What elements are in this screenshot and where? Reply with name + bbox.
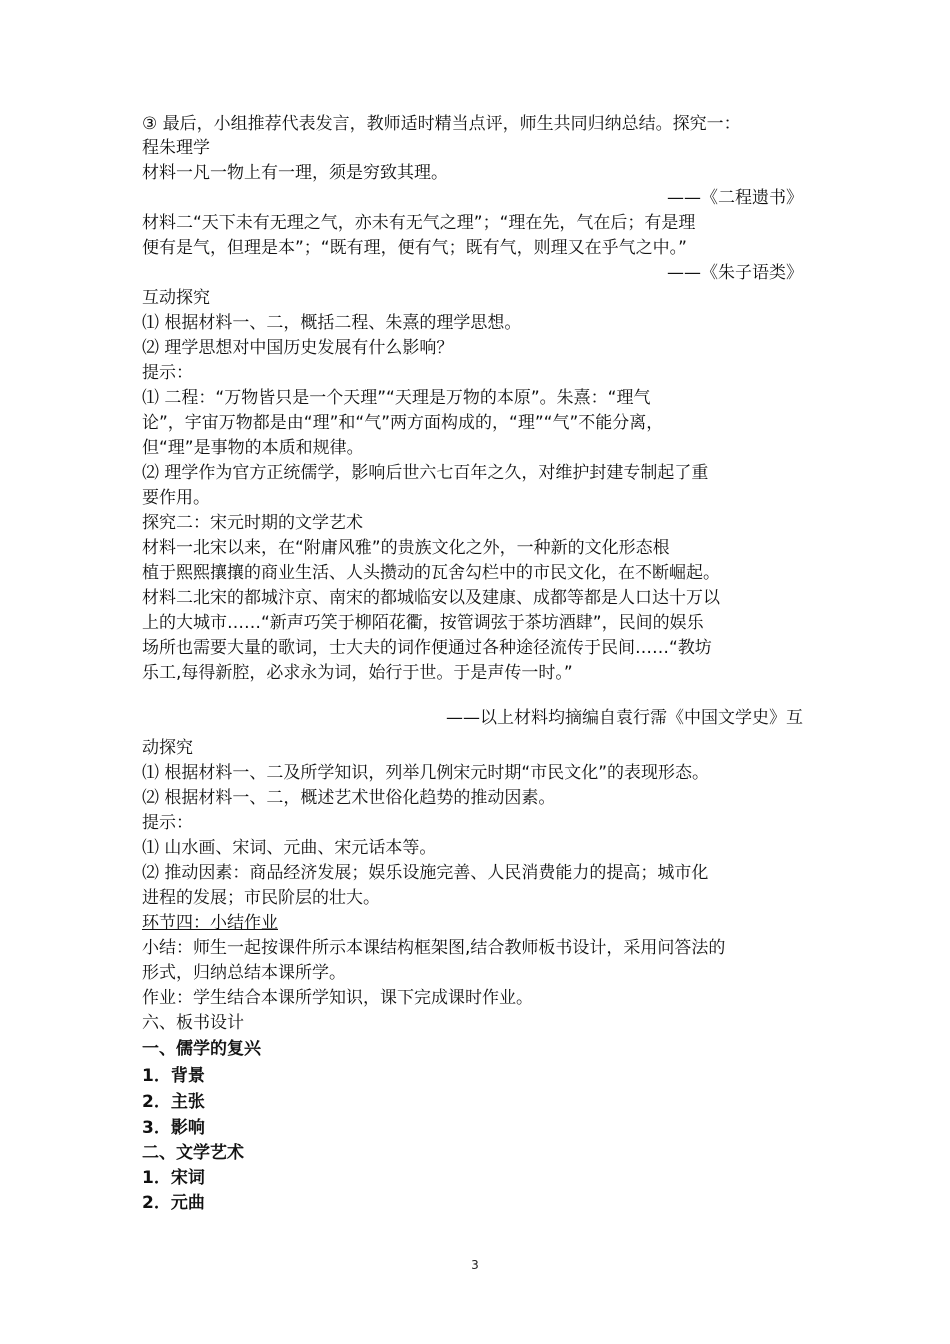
text-line: 材料二北宋的都城汴京、南宋的都城临安以及建康、成都等都是人口达十万以 [142, 588, 720, 608]
board-heading: 一、儒学的复兴 [142, 1039, 261, 1059]
text-line: 材料二“天下未有无理之气，亦未有无气之理”；“理在先，气在后；有是理 [142, 213, 696, 233]
text-line: 作业：学生结合本课所学知识，课下完成课时作业。 [142, 988, 533, 1008]
question-item: ⑵ 根据材料一、二，概述艺术世俗化趋势的推动因素。 [142, 788, 556, 808]
text-line: 便有是气，但理是本”；“既有理，便有气；既有气，则理又在乎气之中。” [142, 238, 687, 258]
text-line: 植于熙熙攘攘的商业生活、人头攒动的瓦舍勾栏中的市民文化，在不断崛起。 [142, 563, 720, 583]
hint-item: ⑵ 理学作为官方正统儒学，影响后世六七百年之久，对维护封建专制起了重 [142, 463, 709, 483]
board-heading: 二、文学艺术 [142, 1143, 244, 1163]
text-line: 形式，归纳总结本课所学。 [142, 963, 346, 983]
question-item: ⑴ 根据材料一、二及所学知识，列举几例宋元时期“市民文化”的表现形态。 [142, 763, 710, 783]
text-line: 小结：师生一起按课件所示本课结构框架图,结合教师板书设计，采用问答法的 [142, 938, 726, 958]
text-line: 材料一凡一物上有一理，须是穷致其理。 [142, 163, 448, 183]
board-item: 3．影响 [142, 1118, 205, 1138]
text-line: 乐工,每得新腔，必求永为词，始行于世。于是声传一时。” [142, 663, 573, 683]
source-citation: ——《二程遗书》 [667, 188, 803, 208]
board-item: 1．宋词 [142, 1168, 205, 1188]
board-item: 1．背景 [142, 1066, 205, 1086]
question-item: ⑵ 理学思想对中国历史发展有什么影响？ [142, 338, 454, 358]
text-line: 程朱理学 [142, 138, 210, 158]
hint-label: 提示： [142, 363, 193, 383]
section-heading: 探究二：宋元时期的文学艺术 [142, 513, 363, 533]
source-citation: ——以上材料均摘编自袁行霈《中国文学史》互 [446, 708, 803, 728]
board-item: 2．主张 [142, 1092, 205, 1112]
hint-label: 提示： [142, 813, 193, 833]
section-label: 动探究 [142, 738, 193, 758]
hint-item: ⑴ 山水画、宋词、元曲、宋元话本等。 [142, 838, 437, 858]
section-heading: 环节四：小结作业 [142, 913, 278, 933]
section-label: 互动探究 [142, 288, 210, 308]
text-line: 进程的发展；市民阶层的壮大。 [142, 888, 380, 908]
text-line: 论”，宇宙万物都是由“理”和“气”两方面构成的，“理”“气”不能分离， [142, 413, 664, 433]
hint-item: ⑵ 推动因素：商品经济发展；娱乐设施完善、人民消费能力的提高；城市化 [142, 863, 709, 883]
text-line: 上的大城市……“新声巧笑于柳陌花衢，按管调弦于茶坊酒肆”，民间的娱乐 [142, 613, 704, 633]
page-number: 3 [471, 1258, 479, 1272]
source-citation: ——《朱子语类》 [667, 263, 803, 283]
text-line: 场所也需要大量的歌词，士大夫的词作便通过各种途径流传于民间……“教坊 [142, 638, 712, 658]
text-line: 材料一北宋以来，在“附庸风雅”的贵族文化之外，一种新的文化形态根 [142, 538, 670, 558]
hint-item: ⑴ 二程：“万物皆只是一个天理”“天理是万物的本原”。朱熹：“理气 [142, 388, 651, 408]
question-item: ⑴ 根据材料一、二，概括二程、朱熹的理学思想。 [142, 313, 522, 333]
text-line: ③ 最后，小组推荐代表发言，教师适时精当点评，师生共同归纳总结。探究一： [142, 114, 741, 134]
text-line: 但“理”是事物的本质和规律。 [142, 438, 364, 458]
section-heading: 六、板书设计 [142, 1013, 244, 1033]
board-item: 2．元曲 [142, 1193, 205, 1213]
text-line: 要作用。 [142, 488, 210, 508]
